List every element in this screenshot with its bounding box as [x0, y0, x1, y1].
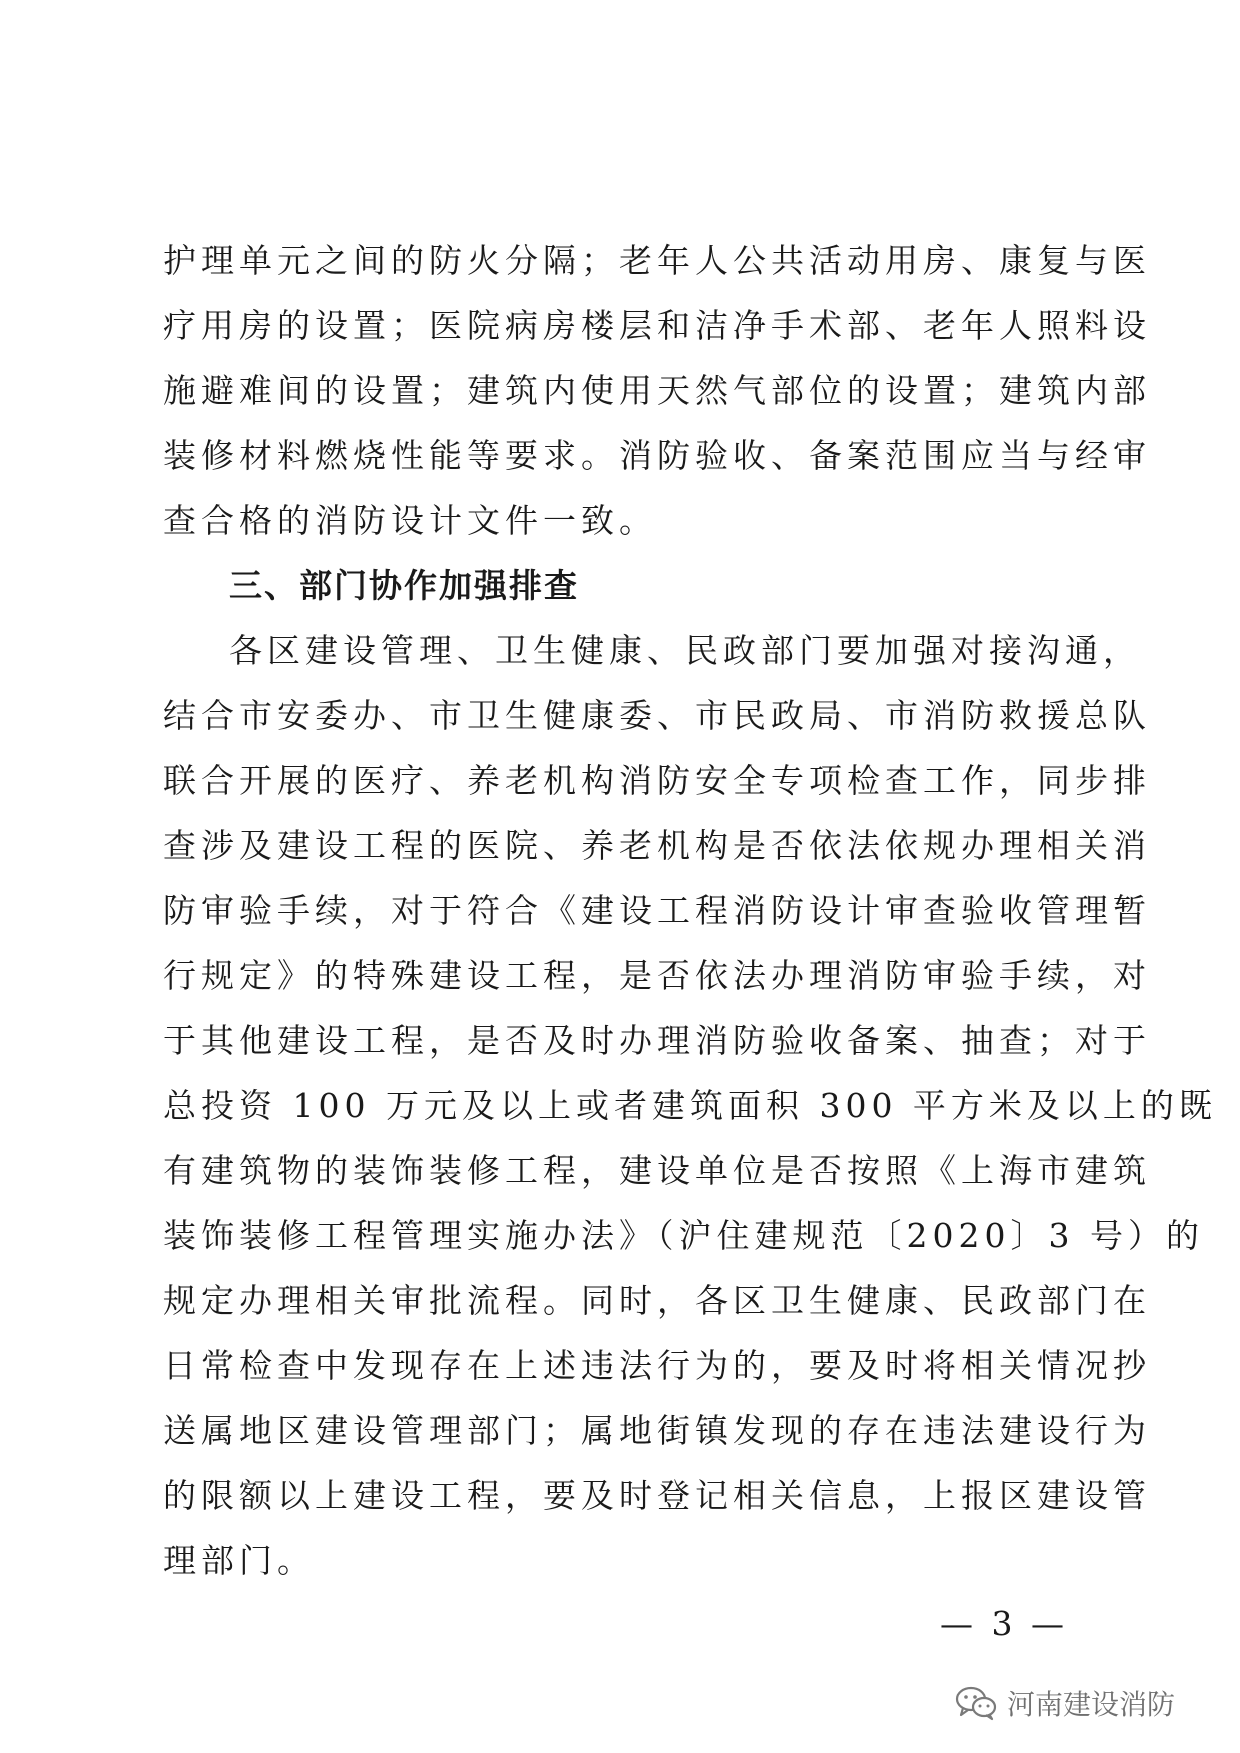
- text-line: 施避难间的设置；建筑内使用天然气部位的设置；建筑内部: [163, 371, 1151, 410]
- text-line: 防审验手续，对于符合《建设工程消防设计审查验收管理暂: [163, 891, 1151, 930]
- text-line: 有建筑物的装饰装修工程，建设单位是否按照《上海市建筑: [163, 1151, 1151, 1190]
- page-number: — 3 —: [940, 1604, 1068, 1643]
- text-line: 行规定》的特殊建设工程，是否依法办理消防审验手续，对: [163, 956, 1151, 995]
- text-line: 的限额以上建设工程，要及时登记相关信息，上报区建设管: [163, 1476, 1151, 1515]
- text-line: 查涉及建设工程的医院、养老机构是否依法依规办理相关消: [163, 826, 1151, 865]
- paragraph-continued: [163, 228, 1151, 553]
- text-line: 结合市安委办、市卫生健康委、市民政局、市消防救援总队: [163, 696, 1151, 735]
- wechat-icon: [955, 1685, 997, 1721]
- text-line: 查合格的消防设计文件一致。: [163, 501, 657, 540]
- section-heading: 三、部门协作加强排查: [229, 566, 579, 605]
- text-line: 总投资 100 万元及以上或者建筑面积 300 平方米及以上的既: [163, 1086, 1217, 1125]
- watermark-text: 河南建设消防: [1007, 1688, 1176, 1721]
- text-line: 疗用房的设置；医院病房楼层和洁净手术部、老年人照料设: [163, 306, 1151, 345]
- text-line: 规定办理相关审批流程。同时，各区卫生健康、民政部门在: [163, 1281, 1151, 1320]
- text-line: 装饰装修工程管理实施办法》（沪住建规范〔2020〕3 号）的: [163, 1216, 1204, 1255]
- text-line: 护理单元之间的防火分隔；老年人公共活动用房、康复与医: [163, 241, 1151, 280]
- text-line: 各区建设管理、卫生健康、民政部门要加强对接沟通，: [229, 631, 1141, 670]
- text-line: 装修材料燃烧性能等要求。消防验收、备案范围应当与经审: [163, 436, 1151, 475]
- watermark: [955, 1680, 1175, 1726]
- text-line: 联合开展的医疗、养老机构消防安全专项检查工作，同步排: [163, 761, 1151, 800]
- document-body: [163, 228, 1217, 1593]
- section-paragraph: [163, 618, 1217, 1593]
- text-line: 日常检查中发现存在上述违法行为的，要及时将相关情况抄: [163, 1346, 1151, 1385]
- text-line: 于其他建设工程，是否及时办理消防验收备案、抽查；对于: [163, 1021, 1151, 1060]
- text-line: 理部门。: [163, 1541, 315, 1580]
- text-line: 送属地区建设管理部门；属地街镇发现的存在违法建设行为: [163, 1411, 1151, 1450]
